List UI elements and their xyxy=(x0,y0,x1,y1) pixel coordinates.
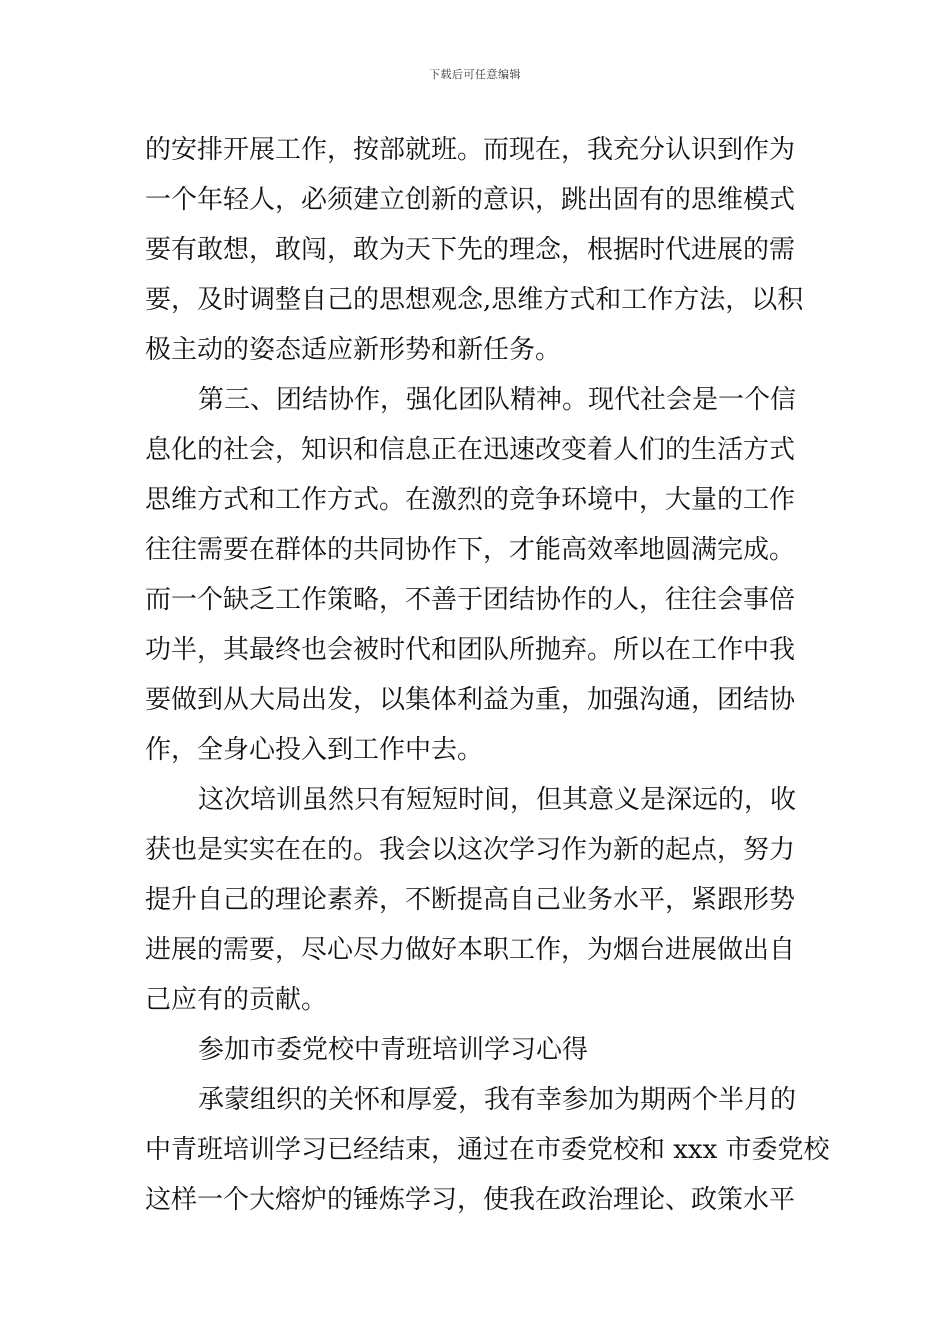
paragraph-start-line: 这次培训虽然只有短短时间，但其意义是深远的，收 xyxy=(198,785,797,815)
body-line: 一个年轻人，必须建立创新的意识，跳出固有的思维模式 xyxy=(145,185,796,215)
body-line: 息化的社会，知识和信息正在迅速改变着人们的生活方式 xyxy=(145,435,796,465)
body-line: 中青班培训学习已经结束，通过在市委党校和 xxx 市委党校 xyxy=(145,1135,830,1165)
body-line: 提升自己的理论素养，不断提高自己业务水平，紧跟形势 xyxy=(145,885,796,915)
paragraph-start-line: 承蒙组织的关怀和厚爱，我有幸参加为期两个半月的 xyxy=(198,1085,797,1115)
paragraph-start-line: 第三、团结协作，强化团队精神。现代社会是一个信 xyxy=(198,385,797,415)
body-line: 要，及时调整自己的思想观念,思维方式和工作方法，以积 xyxy=(145,285,804,315)
body-line: 要做到从大局出发，以集体利益为重，加强沟通，团结协 xyxy=(145,685,796,715)
body-line: 的安排开展工作，按部就班。而现在，我充分认识到作为 xyxy=(145,135,796,165)
body-line: 功半，其最终也会被时代和团队所抛弃。所以在工作中我 xyxy=(145,635,796,665)
body-line: 获也是实实在在的。我会以这次学习作为新的起点，努力 xyxy=(145,835,796,865)
body-line: 进展的需要，尽心尽力做好本职工作，为烟台进展做出自 xyxy=(145,935,796,965)
body-line: 这样一个大熔炉的锤炼学习，使我在政治理论、政策水平 xyxy=(145,1185,796,1215)
body-line: 作，全身心投入到工作中去。 xyxy=(145,735,484,765)
body-line: 极主动的姿态适应新形势和新任务。 xyxy=(145,335,562,365)
body-line: 己应有的贡献。 xyxy=(145,985,328,1015)
section-title: 参加市委党校中青班培训学习心得 xyxy=(198,1035,589,1065)
body-line: 往往需要在群体的共同协作下，才能高效率地圆满完成。 xyxy=(145,535,796,565)
page-header: 下载后可任意编辑 xyxy=(429,68,521,81)
body-line: 要有敢想，敢闯，敢为天下先的理念，根据时代进展的需 xyxy=(145,235,796,265)
body-line: 思维方式和工作方式。在激烈的竞争环境中，大量的工作 xyxy=(145,485,796,515)
body-line: 而一个缺乏工作策略，不善于团结协作的人，往往会事倍 xyxy=(145,585,796,615)
